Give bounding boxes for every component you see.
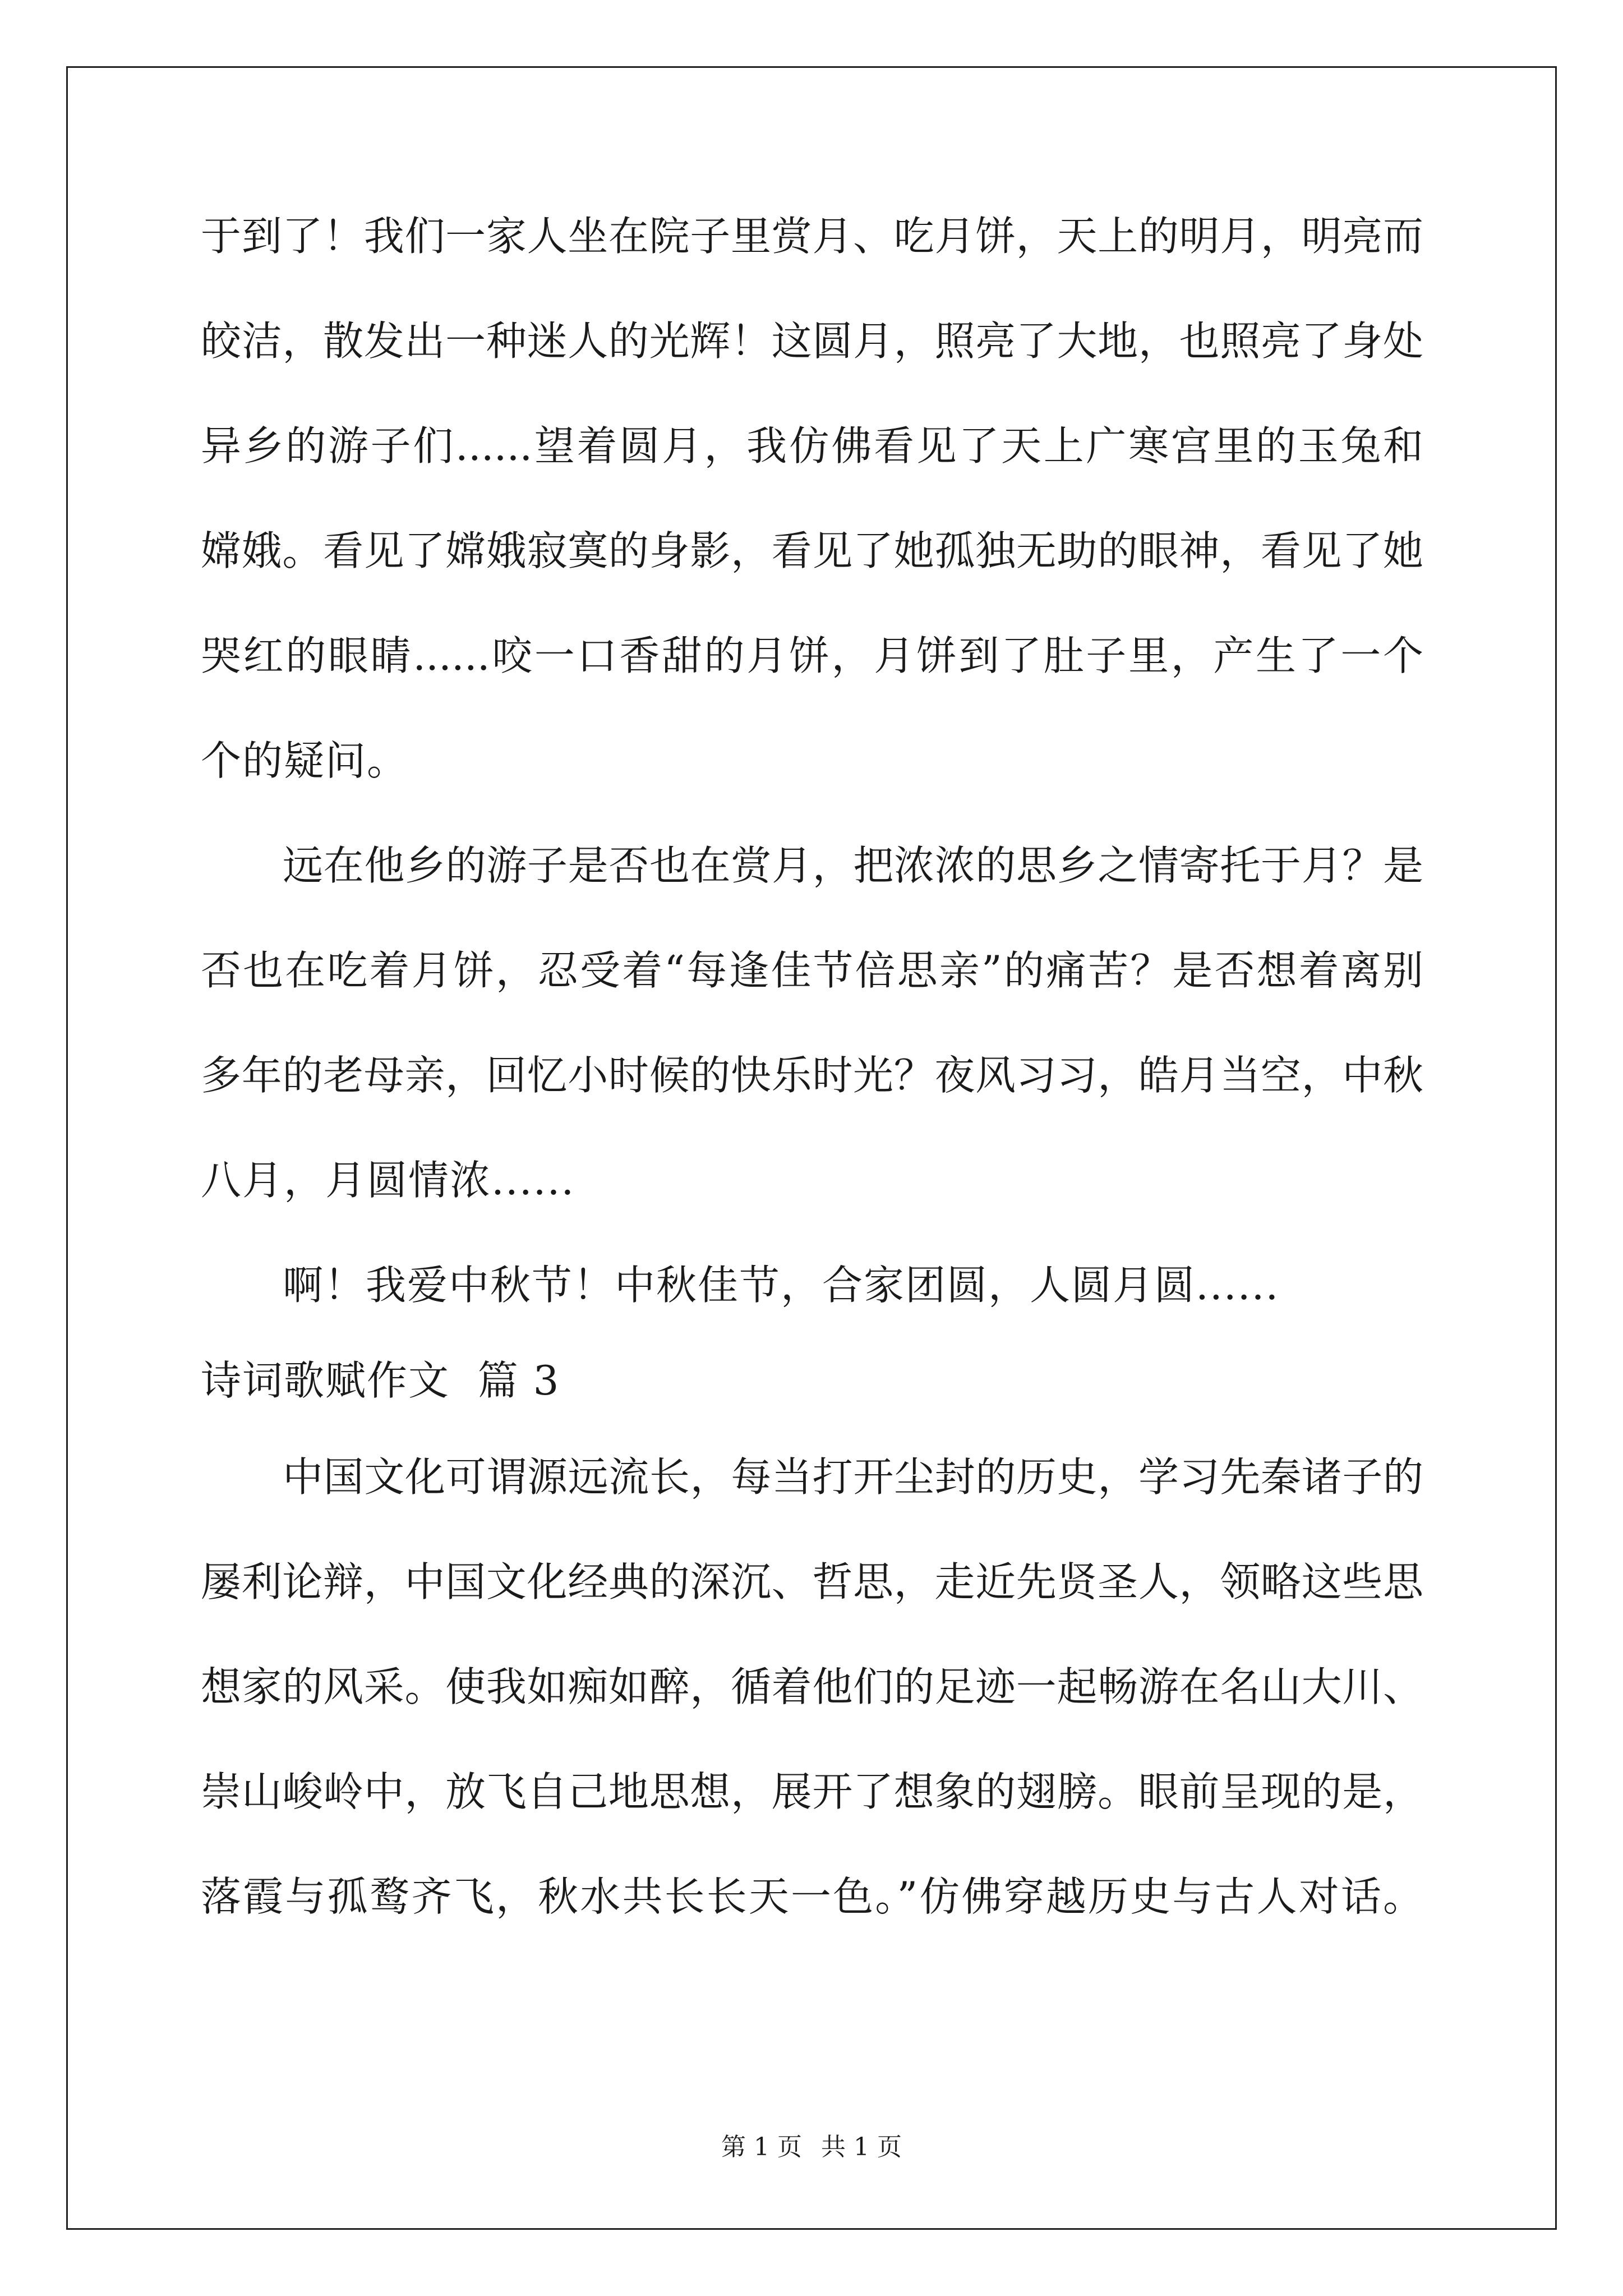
paragraph-1-line-3: 异乡的游子们......望着圆月，我仿佛看见了天上广寒宫里的玉兔和: [201, 422, 1423, 470]
page-footer: [0, 2132, 1623, 2163]
paragraph-1-line-4: 嫦娥。看见了嫦娥寂寞的身影，看见了她孤独无助的眼神，看见了她: [201, 527, 1423, 574]
paragraph-1-line-1: 于到了！我们一家人坐在院子里赏月、吃月饼，天上的明月，明亮而: [201, 213, 1423, 260]
paragraph-2-line-1: 远在他乡的游子是否也在赏月，把浓浓的思乡之情寄托于月？是: [283, 842, 1423, 889]
paragraph-4-line-5: 落霞与孤鹜齐飞，秋水共长长天一色。”仿佛穿越历史与古人对话。: [201, 1873, 1423, 1920]
paragraph-2-line-3: 多年的老母亲，回忆小时候的快乐时光？夜风习习，皓月当空，中秋: [201, 1052, 1423, 1099]
page-number-current: 第 1 页: [721, 2133, 802, 2161]
paragraph-1-line-5: 哭红的眼睛......咬一口香甜的月饼，月饼到了肚子里，产生了一个: [201, 632, 1423, 679]
paragraph-1-line-6: 个的疑问。: [201, 737, 409, 784]
paragraph-3-line-1: 啊！我爱中秋节！中秋佳节，合家团圆，人圆月圆......: [283, 1262, 1280, 1309]
page-number-total: 共 1 页: [821, 2133, 902, 2161]
section-heading: 诗词歌赋作文 篇 3: [201, 1357, 560, 1404]
paragraph-4-line-2: 屡利论辩，中国文化经典的深沉、哲思，走近先贤圣人，领略这些思: [201, 1558, 1423, 1605]
paragraph-4-line-4: 崇山峻岭中，放飞自己地思想，展开了想象的翅膀。眼前呈现的是，: [201, 1768, 1423, 1815]
paragraph-2-line-4: 八月，月圆情浓......: [201, 1157, 575, 1204]
paragraph-2-line-2: 否也在吃着月饼，忍受着“每逢佳节倍思亲”的痛苦？是否想着离别: [201, 947, 1423, 994]
paragraph-4-line-1: 中国文化可谓源远流长，每当打开尘封的历史，学习先秦诸子的: [283, 1453, 1423, 1501]
paragraph-1-line-2: 皎洁，散发出一种迷人的光辉！这圆月，照亮了大地，也照亮了身处: [201, 318, 1423, 365]
paragraph-4-line-3: 想家的风采。使我如痴如醉，循着他们的足迹一起畅游在名山大川、: [201, 1663, 1423, 1710]
